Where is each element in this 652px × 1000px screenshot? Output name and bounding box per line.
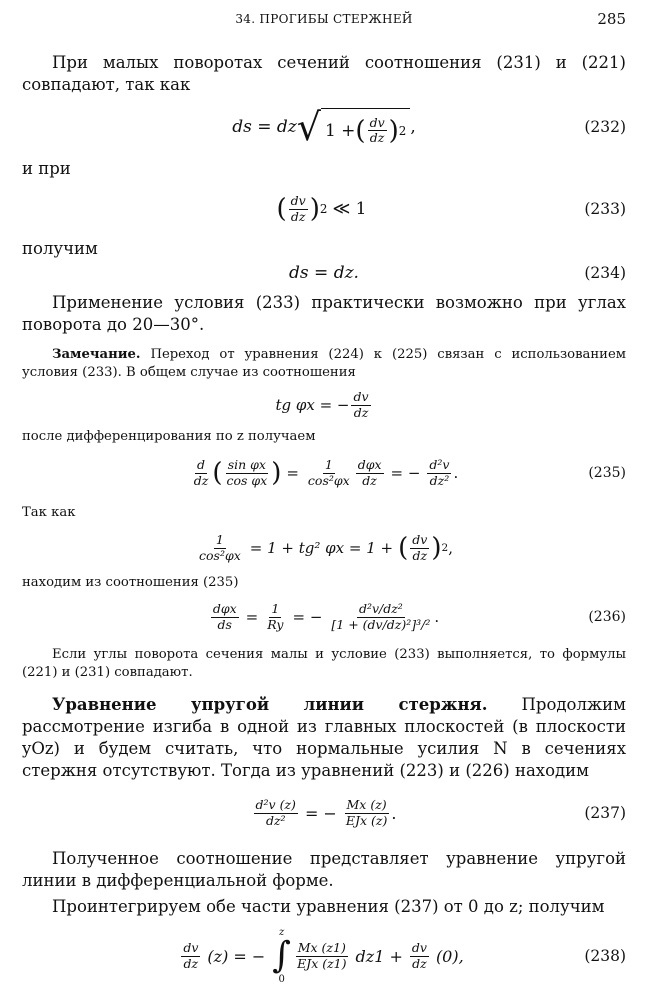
equation-237: $\frac{\text{d²v (z)}}{\text{dz²}}$ = − $\frac{Mx (z)}{\text{EJx (z)}}$ . (237) (255, 797, 626, 828)
eq232-lhs: ds = dz (232, 117, 297, 137)
paragraph-6: Так как (22, 505, 76, 520)
paragraph-2: и при (22, 159, 71, 178)
eq234-number: (234) (584, 264, 626, 282)
eq235-number: (235) (588, 465, 626, 481)
equation-236: $\frac{\text{dφx}}{ds}$ = $\frac{1}{Ry}$ = − $\frac{\text{d²v/dz²}}{\text{[1 + (dv/dz)²]³/²}}$ . (236) (212, 601, 626, 632)
paragraph-5: после дифференцирования по z получаем (22, 429, 316, 444)
equation-232: ds = dz √ 1 + ( $\frac{dv}{dz}$ ) 2 , (232) (232, 105, 626, 149)
eq232-fraction: $\frac{dv}{dz}$ (369, 114, 385, 145)
running-header (22, 10, 626, 34)
eq234-expr: ds = dz. (289, 263, 359, 283)
note-text: Переход от уравнения (224) к (225) связан с использованием условия (233). В общем случае из соотношения (22, 347, 627, 380)
paragraph-3: получим (22, 239, 98, 258)
eq232-one-plus: 1 + (324, 120, 356, 141)
eq237-number: (237) (584, 804, 626, 822)
page (22, 10, 626, 994)
section-text: Продолжим рассмотрение изгиба в одной из главных плоскостей (в плоскости yOz) и будем считать, что нормальные усилия N в сечениях стержня отсутствуют. Тогда из уравнений (223) и (226) находим (22, 695, 626, 780)
equation-234 (22, 260, 626, 286)
eq-tg-lhs: tg φx = − (275, 396, 350, 414)
equation-cos: $\frac{1}{\text{cos²φx}}$ = 1 + tg² φx = 1 + ( $\frac{dv}{dz}$ ) 2 , (199, 532, 453, 563)
equation-233: ( $\frac{dv}{dz}$ ) 2 ≪ 1 (233) (276, 193, 626, 224)
eq233-fraction: $\frac{dv}{dz}$ (290, 193, 306, 224)
header-title: 34. ПРОГИБЫ СТЕРЖНЕЙ (235, 12, 413, 26)
section-heading: Уравнение упругой линии стержня. (52, 695, 488, 714)
paragraph-8: Если углы поворота сечения малы и условие (233) выполняется, то формулы (221) и (231) совпадают. (22, 647, 626, 680)
note-label: Замечание. (52, 347, 141, 362)
note-paragraph (22, 346, 626, 382)
paragraph-4: Применение условия (233) практически возможно при углах поворота до 20—30°. (22, 293, 626, 334)
eq-tg-fraction: $\frac{dv}{dz}$ (353, 389, 369, 420)
eq232-sqrt: √ 1 + ( $\frac{dv}{dz}$ ) 2 (297, 108, 411, 146)
equation-235: $\frac{d}{dz}$ ( $\frac{\text{sin φx}}{\text{cos φx}}$ ) = $\frac{1}{\text{cos²φx}}$ $\frac{\text{dφx}}{dz}$ = − $\frac{\text{d²v}}{\text{dz²}}$ . (235) (193, 457, 626, 488)
integral-sign: z ∫ 0 (272, 927, 292, 985)
eq236-number: (236) (588, 609, 626, 625)
paragraph-7: находим из соотношения (235) (22, 575, 239, 590)
eq233-number: (233) (584, 200, 626, 218)
paragraph-10: Проинтегрируем обе части уравнения (237) от 0 до z; получим (52, 897, 605, 916)
paragraph-1: При малых поворотах сечений соотношения (231) и (221) совпадают, так как (22, 53, 626, 94)
eq232-number: (232) (584, 118, 626, 136)
equation-238: $\frac{dv}{dz}$ (z) = − z ∫ 0 $\frac{Mx (z1)}{\text{EJx (z1)}}$ dz1 + $\frac{dv}{dz}$ (0), (238) (183, 927, 626, 985)
section-paragraph (22, 694, 626, 782)
eq238-number: (238) (584, 947, 626, 965)
page-number: 285 (597, 10, 626, 28)
paragraph-9: Полученное соотношение представляет уравнение упругой линии в дифференциальной форме. (22, 849, 626, 890)
equation-tg (22, 382, 626, 428)
